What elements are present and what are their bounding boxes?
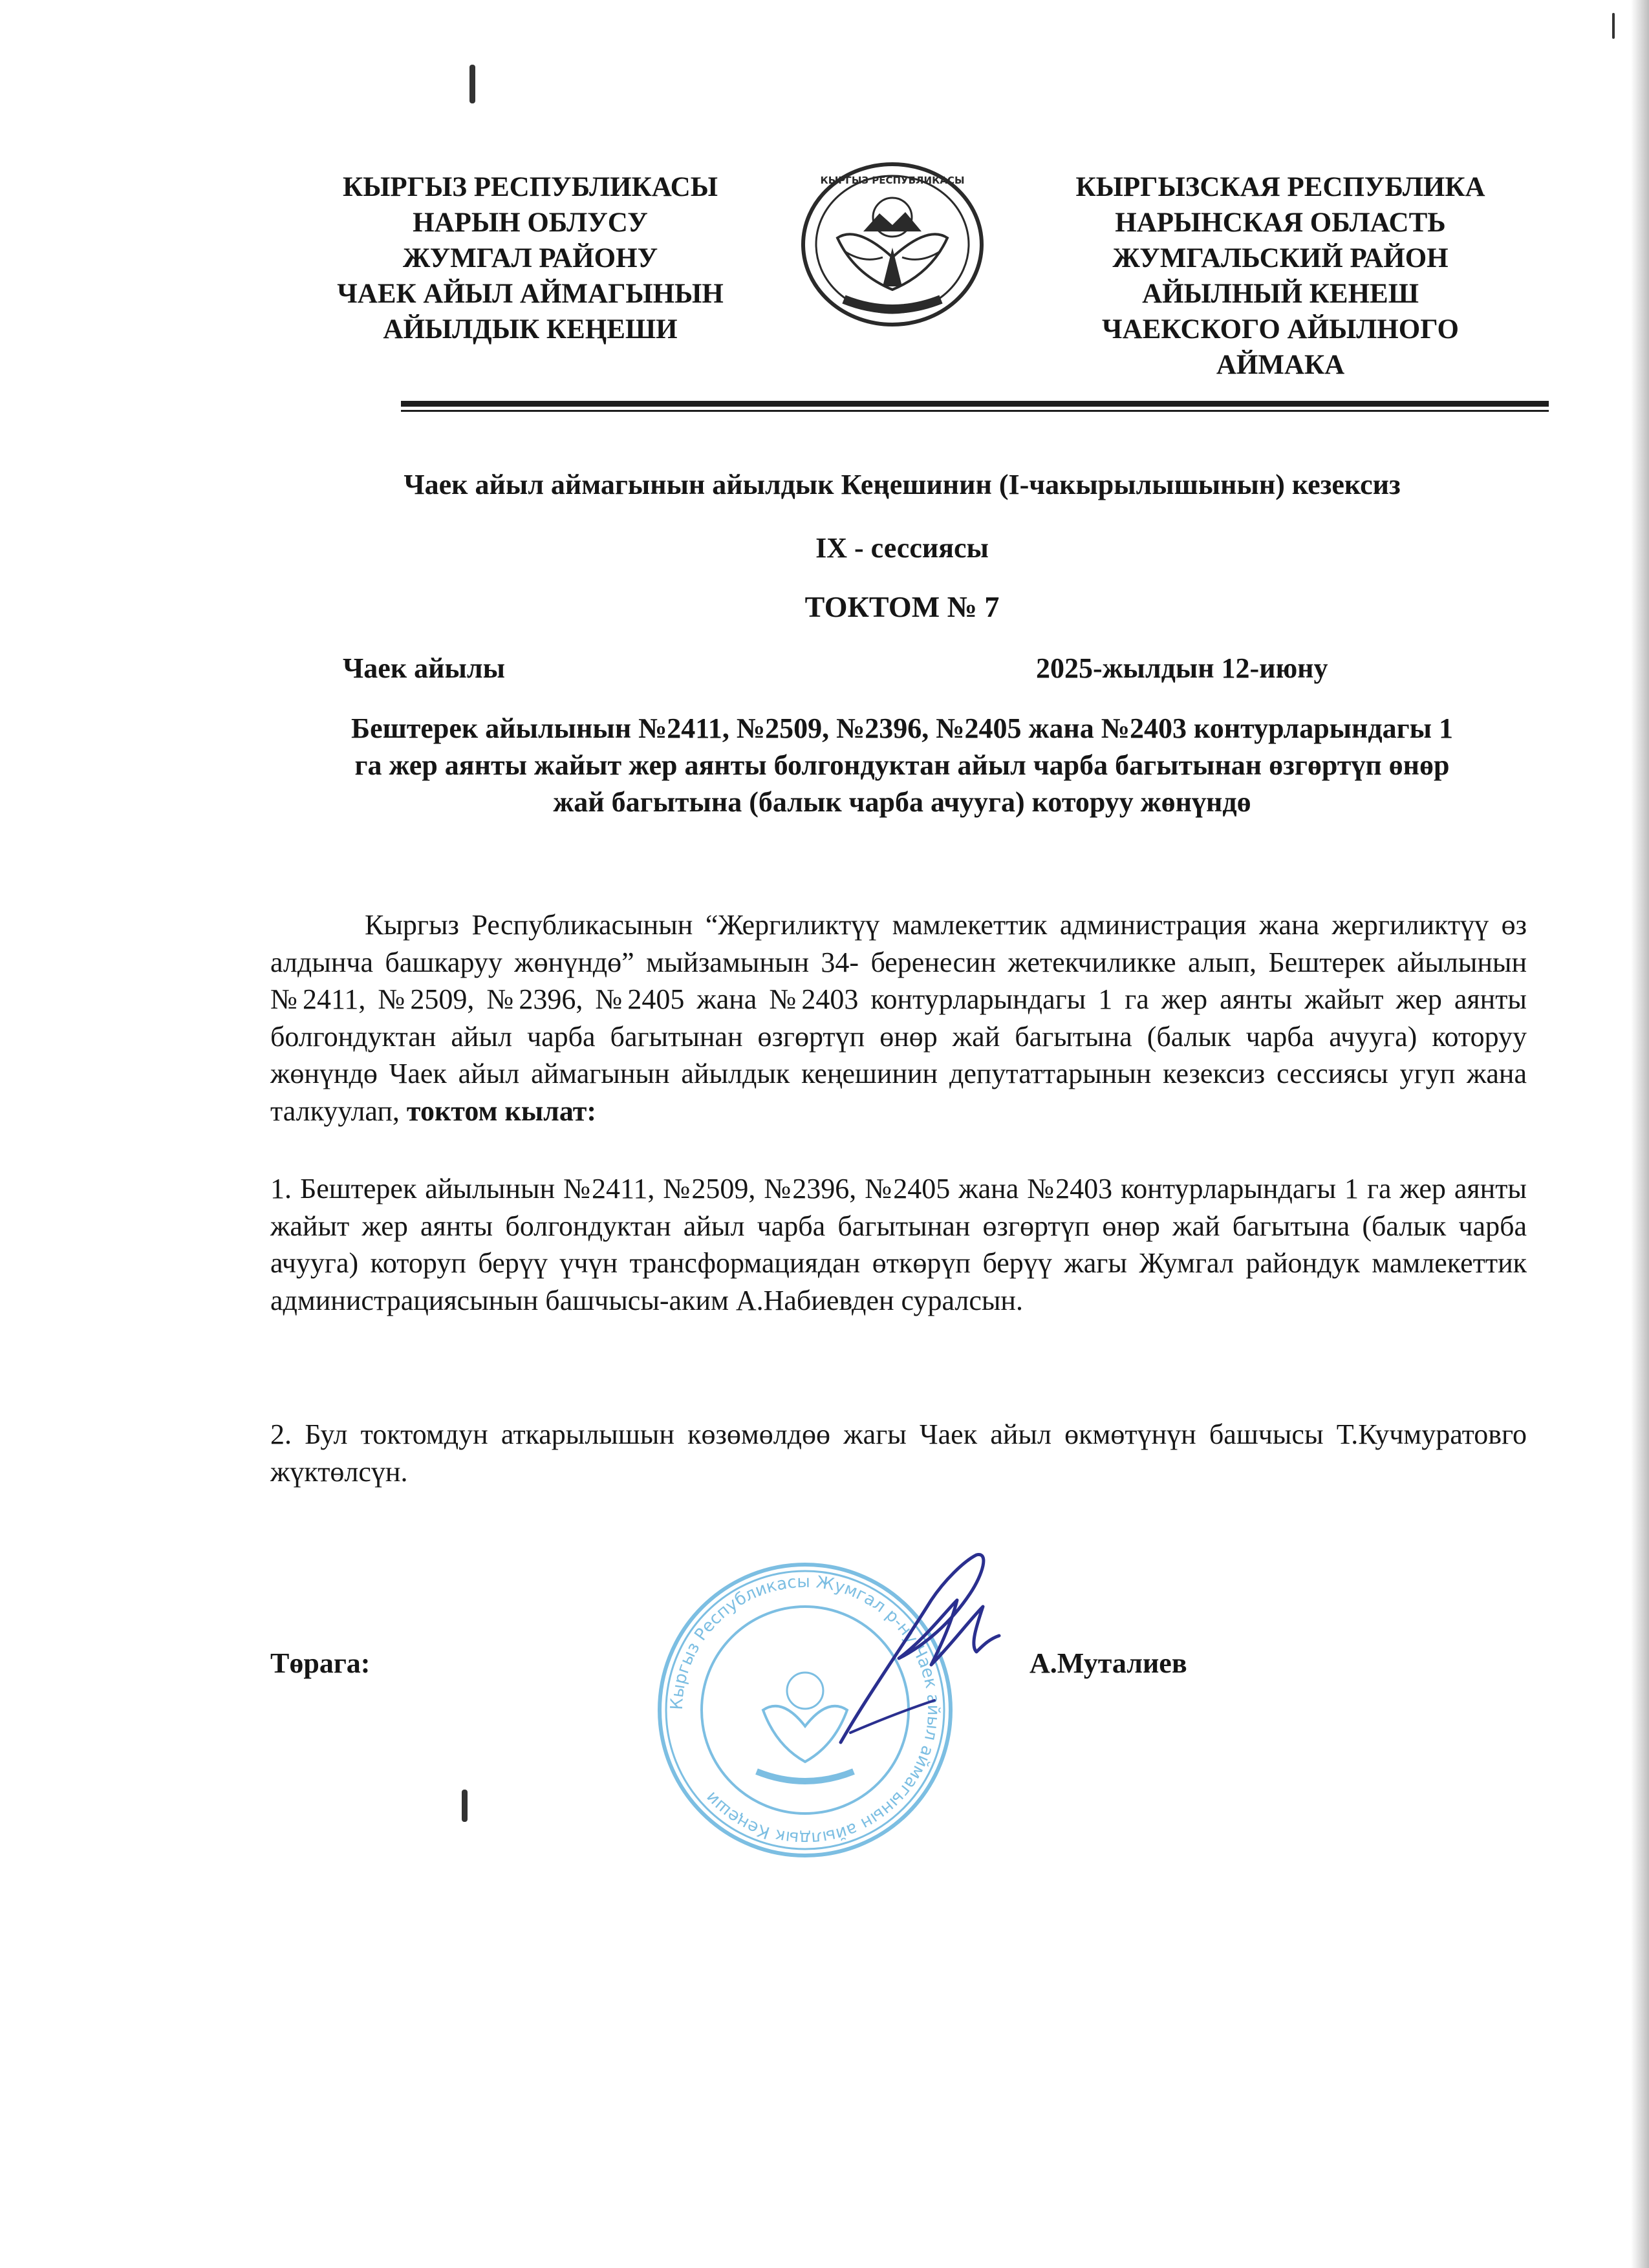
scan-speck xyxy=(462,1790,468,1822)
header-divider-thin xyxy=(401,410,1549,412)
header-left-line: НАРЫН ОБЛУСУ xyxy=(413,208,648,238)
decree-title: ТОКТОМ № 7 xyxy=(804,590,1000,623)
header-right-line: ЧАЕКСКОГО АЙЫЛНОГО xyxy=(1102,314,1459,345)
header-right-line: КЫРГЫЗСКАЯ РЕСПУБЛИКА xyxy=(1075,172,1485,202)
emblem-lettering: КЫРГЫЗ РЕСПУБЛИКАСЫ xyxy=(820,175,965,186)
preamble-text: Кыргыз Республикасынын “Жергиликтүү мамлекеттик администрация жана жергиликтүү өз алдынча башкаруу жөнүндө” мыйзамынын 34- беренесин жетекчиликке алып, Бештерек айылынын №2411, №2509, №2396, №2405 жана №2403 контурларындагы 1 га жер аянты жайыт жер аянты болгондуктан айыл чарба багытынан өзгөртүп өнөр жай багытына (балык чарба ачууга) которуу жөнүндө Чаек айыл аймагынын айылдык кеңешинин депутаттарынын кезексиз сессиясы угуп жана талкуулап, xyxy=(270,909,1527,1127)
kyrgyz-emblem-icon xyxy=(799,160,986,328)
header-left-line: ЧАЕК АЙЫЛ АЙМАГЫНЫН xyxy=(337,279,724,309)
stamp-lettering: Кыргыз Республикасы Жумгал р-ну Чаек айыл аймагынын айылдык Кеңеши xyxy=(667,1572,943,1848)
scan-speck xyxy=(469,65,475,103)
header-divider-thick xyxy=(401,401,1549,407)
subject-line: га жер аянты жайыт жер аянты болгондуктан айыл чарба багытынан өзгөртүп өнөр xyxy=(354,749,1450,781)
subject-line: жай багытына (балык чарба ачууга) которуу жөнүндө xyxy=(553,786,1251,818)
decree-subject xyxy=(246,710,1558,820)
session-number: IX - сессиясы xyxy=(815,532,989,564)
date: 2025-жылдын 12-июну xyxy=(1036,652,1328,684)
signature-name: А.Муталиев xyxy=(1029,1647,1187,1679)
decision-item-1 xyxy=(270,1170,1527,1319)
preamble-resolution: токтом кылат: xyxy=(406,1095,596,1127)
handwritten-signature-icon xyxy=(821,1548,1015,1749)
item-1-text: 1. Бештерек айылынын №2411, №2509, №2396, №2405 жана №2403 контурларындагы 1 га жер аянты жайыт жер аянты болгондуктан айыл чарба багытынан өзгөртүп өнөр жай багытына (балык чарба ачууга) которуп берүү үчүн трансформациядан өткөрүп берүү жагы Жумгал райондук мамлекеттик администрациясынын башчысы-аким А.Набиевден суралсын. xyxy=(270,1173,1527,1316)
header-right-line: ЖУМГАЛЬСКИЙ РАЙОН xyxy=(1112,243,1449,273)
subject-line: Бештерек айылынын №2411, №2509, №2396, №2405 жана №2403 контурларындагы 1 xyxy=(351,712,1453,744)
item-2-text: 2. Бул токтомдун аткарылышын көзөмөлдөө жагы Чаек айыл өкмөтүнүн башчысы Т.Кучмуратовго жүктөлсүн. xyxy=(270,1418,1527,1488)
header-left xyxy=(285,169,776,347)
header-left-line: АЙЫЛДЫК КЕҢЕШИ xyxy=(383,314,678,345)
scan-edge-shadow xyxy=(1631,0,1649,2268)
header-left-line: КЫРГЫЗ РЕСПУБЛИКАСЫ xyxy=(343,172,718,202)
header-right-line: НАРЫНСКАЯ ОБЛАСТЬ xyxy=(1115,208,1446,238)
header-left-line: ЖУМГАЛ РАЙОНУ xyxy=(402,243,658,273)
scan-speck xyxy=(1612,13,1615,39)
header-right xyxy=(1009,169,1552,383)
preamble xyxy=(270,906,1527,1129)
header-right-line: АЙЫЛНЫЙ КЕНЕШ xyxy=(1142,279,1419,309)
signature-role: Төрага: xyxy=(270,1647,371,1679)
decision-item-2 xyxy=(270,1416,1527,1490)
place: Чаек айылы xyxy=(343,652,505,684)
session-line: Чаек айыл аймагынын айылдык Кеңешинин (I-чакырылышынын) кезексиз xyxy=(404,469,1401,500)
header-right-line: АЙМАКА xyxy=(1216,350,1345,380)
